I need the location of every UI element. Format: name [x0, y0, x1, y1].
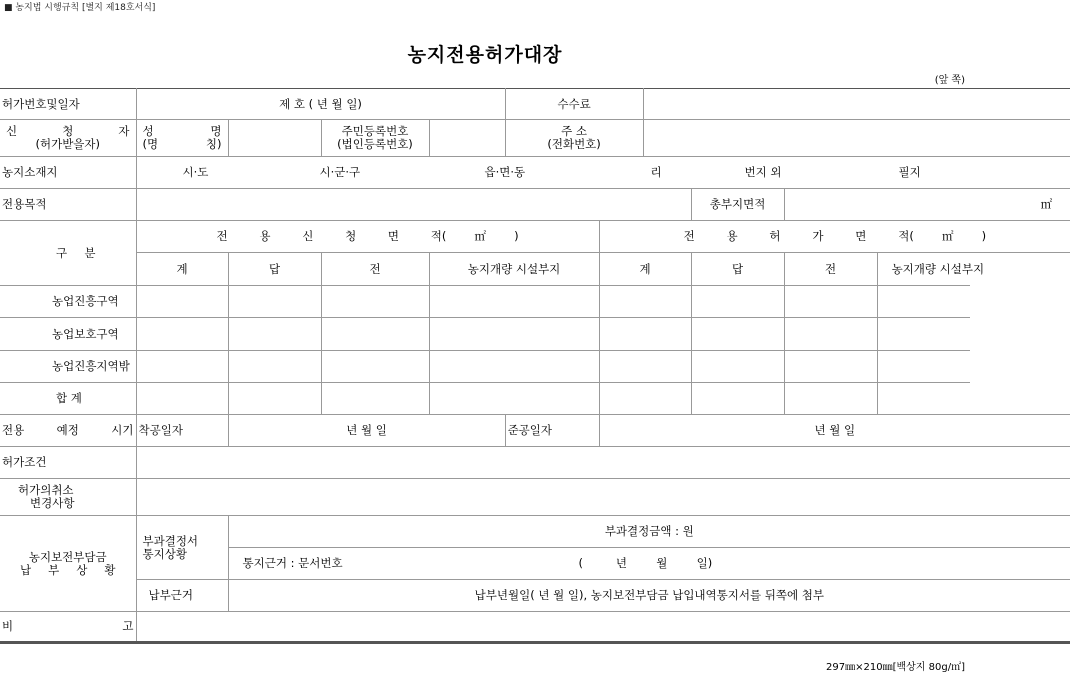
requested-field-header: 전: [321, 253, 429, 286]
cell[interactable]: [321, 286, 429, 318]
name-label-line1: 성 명: [142, 124, 222, 138]
applicant-label-line2: (허가받을자): [35, 137, 101, 151]
cell[interactable]: [877, 383, 970, 415]
location-ri: 리: [650, 164, 662, 179]
location-value[interactable]: [136, 157, 1070, 189]
changes-label-line2: 변경사항: [30, 496, 75, 510]
start-date-label: 착공일자: [136, 415, 228, 447]
permitted-total-header: 계: [599, 253, 691, 286]
fee-value[interactable]: [643, 89, 1070, 120]
location-pilji: 필지: [898, 164, 921, 179]
payment-label: 납부근거: [136, 580, 228, 612]
area-subheader-row: [0, 253, 1070, 286]
cell[interactable]: [429, 286, 599, 318]
paper-spec: 297㎜×210㎜[백상지 80g/㎡]: [826, 662, 965, 673]
reg-number-label-line1: 주민등록번호: [341, 124, 409, 138]
location-bunji: 번지 외: [744, 164, 782, 179]
schedule-label: 전용 예정 시기: [0, 415, 136, 447]
permit-label: 허가번호및일자: [0, 89, 136, 120]
requested-total-header: 계: [136, 253, 228, 286]
notice-label-line1: 부과결정서: [142, 533, 199, 548]
cell[interactable]: [429, 318, 599, 351]
applicant-row: [0, 120, 1070, 157]
cell[interactable]: [877, 286, 970, 318]
fee-label: 수수료: [505, 89, 643, 120]
cell[interactable]: [784, 351, 877, 383]
end-date-label: 준공일자: [505, 415, 599, 447]
cell[interactable]: [691, 383, 784, 415]
levy-basis-text: 통지근거 : 문서번호: [242, 555, 343, 570]
levy-label-line2: 납 부 상 황: [20, 562, 116, 577]
row-label-total: 합 계: [0, 383, 136, 415]
levy-row: [0, 516, 1070, 548]
reg-number-label-line2: (법인등록번호): [337, 137, 413, 151]
conditions-value[interactable]: [136, 447, 1070, 479]
permitted-area-header: 전 용 허 가 면 적(㎡): [599, 221, 1070, 253]
requested-paddy-header: 답: [228, 253, 321, 286]
levy-basis[interactable]: [228, 548, 1070, 580]
address-label-line1: 주 소: [561, 124, 587, 138]
cell[interactable]: [784, 318, 877, 351]
levy-amount[interactable]: 부과결정금액 : 원: [228, 516, 1070, 548]
cell[interactable]: [228, 351, 321, 383]
cell[interactable]: [228, 318, 321, 351]
cell[interactable]: [136, 383, 228, 415]
remarks-row: [0, 612, 1070, 643]
permitted-facility-header: 농지개량 시설부지: [877, 253, 970, 286]
payment-row: [0, 580, 1070, 612]
cell[interactable]: [228, 286, 321, 318]
purpose-row: [0, 189, 1070, 221]
notice-label: [136, 516, 228, 580]
reg-number-value[interactable]: [429, 120, 505, 157]
cell[interactable]: [136, 286, 228, 318]
cell[interactable]: [691, 286, 784, 318]
cell[interactable]: [321, 383, 429, 415]
cell[interactable]: [599, 318, 691, 351]
area-header-row: [0, 221, 1070, 253]
cell[interactable]: [691, 318, 784, 351]
remarks-value[interactable]: [136, 612, 1070, 643]
address-label: [505, 120, 643, 157]
cell[interactable]: [599, 286, 691, 318]
cell[interactable]: [429, 351, 599, 383]
cell[interactable]: [877, 318, 970, 351]
register-table: [0, 88, 1070, 644]
payment-text[interactable]: 납부년월일( 년 월 일), 농지보전부담금 납입내역통지서를 뒤쪽에 첨부: [228, 580, 1070, 612]
applicant-label-line1: 신 청 자: [6, 124, 130, 138]
cell[interactable]: [321, 351, 429, 383]
row-label-promotion-zone: 농업진흥구역: [0, 286, 136, 318]
location-label: 농지소재지: [0, 157, 136, 189]
changes-value[interactable]: [136, 479, 1070, 516]
requested-area-header: 전 용 신 청 면 적(㎡): [136, 221, 599, 253]
conditions-row: [0, 447, 1070, 479]
cell[interactable]: [599, 383, 691, 415]
cell[interactable]: [228, 383, 321, 415]
location-row: [0, 157, 1070, 189]
table-row: [0, 351, 1070, 383]
end-date-value[interactable]: 년 월 일: [599, 415, 1070, 447]
cell[interactable]: [784, 383, 877, 415]
table-row: [0, 383, 1070, 415]
page-title: 농지전용허가대장: [407, 44, 563, 66]
schedule-row: [0, 415, 1070, 447]
total-area-label: 총부지면적: [691, 189, 784, 221]
changes-label: [0, 479, 136, 516]
row-label-outside-zone: 농업진흥지역밖: [0, 351, 136, 383]
page-side-label: (앞 쪽): [934, 75, 965, 86]
name-value[interactable]: [228, 120, 321, 157]
cell[interactable]: [784, 286, 877, 318]
purpose-value[interactable]: [136, 189, 691, 221]
cell[interactable]: [429, 383, 599, 415]
form-reference: ■ 농지법 시행규칙 [별지 제18호서식]: [4, 3, 156, 13]
location-sigungu: 시·군·구: [319, 164, 361, 179]
total-area-unit: ㎡: [1040, 197, 1053, 211]
cell[interactable]: [691, 351, 784, 383]
permit-number-date[interactable]: 제 호 ( 년 월 일): [136, 89, 505, 120]
permitted-field-header: 전: [784, 253, 877, 286]
register-sheet: [0, 88, 1070, 644]
name-label: [136, 120, 228, 157]
cell[interactable]: [321, 318, 429, 351]
cell[interactable]: [877, 351, 970, 383]
name-label-line2: (명 칭): [142, 137, 222, 151]
table-row: [0, 286, 1070, 318]
changes-label-line1: 허가의취소: [18, 483, 74, 497]
cell[interactable]: [136, 351, 228, 383]
cell[interactable]: [599, 351, 691, 383]
levy-label-line1: 농지보전부담금: [28, 549, 107, 564]
permit-row: [0, 89, 1070, 120]
applicant-label: [0, 120, 136, 157]
address-value[interactable]: [643, 120, 1070, 157]
notice-label-line2: 통지상황: [142, 546, 187, 561]
location-eupmyeondong: 읍·면·동: [484, 164, 526, 179]
reg-number-label: [321, 120, 429, 157]
remarks-label: 비 고: [0, 612, 136, 643]
permitted-paddy-header: 답: [691, 253, 784, 286]
total-area-value[interactable]: [784, 189, 1070, 221]
address-label-line2: (전화번호): [547, 137, 601, 151]
start-date-value[interactable]: 년 월 일: [228, 415, 505, 447]
cell[interactable]: [136, 318, 228, 351]
changes-row: [0, 479, 1070, 516]
location-sido: 시·도: [182, 164, 209, 179]
purpose-label: 전용목적: [0, 189, 136, 221]
row-label-protection-zone: 농업보호구역: [0, 318, 136, 351]
levy-basis-date: ( 년 월 일): [578, 555, 713, 570]
requested-facility-header: 농지개량 시설부지: [429, 253, 599, 286]
category-label: 구 분: [0, 221, 136, 286]
conditions-label: 허가조건: [0, 447, 136, 479]
levy-label: [0, 516, 136, 612]
table-row: [0, 318, 1070, 351]
